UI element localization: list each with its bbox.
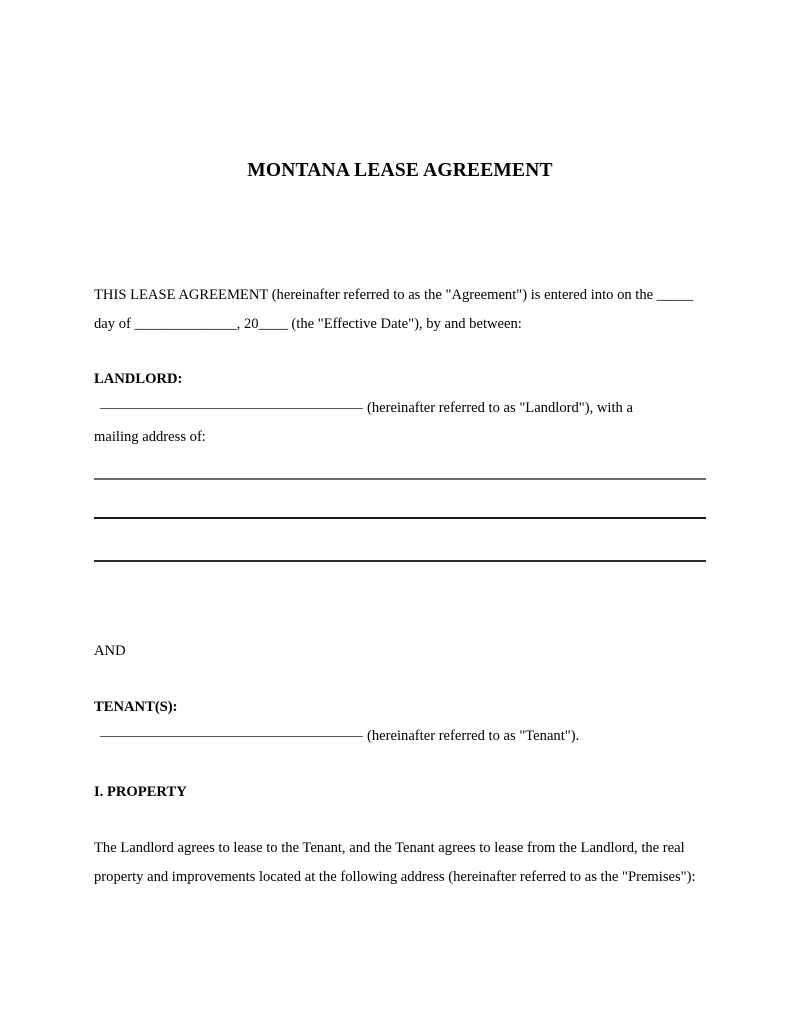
tenant-heading: TENANT(S): (94, 699, 178, 715)
landlord-heading: LANDLORD: (94, 371, 183, 387)
landlord-name-line (94, 394, 708, 423)
intro-paragraph: THIS LEASE AGREEMENT (hereinafter referred to as the "Agreement") is entered into on the _____ day of ______________, 20____ (the "Effective Date"), by and between: (94, 287, 694, 332)
landlord-mailing-address-label: mailing address of: (94, 429, 206, 445)
page-title: MONTANA LEASE AGREEMENT (247, 160, 553, 181)
tenant-name-line (94, 722, 708, 751)
tenant-parenthetical: (hereinafter referred to as "Tenant"). (367, 728, 580, 744)
address-rule-3[interactable] (94, 560, 706, 562)
address-rule-2[interactable] (94, 517, 706, 519)
address-rule-1[interactable] (94, 478, 706, 480)
conjunction-and: AND (94, 643, 126, 659)
landlord-parenthetical: (hereinafter referred to as "Landlord"), with a (367, 400, 633, 416)
landlord-name-blank[interactable] (100, 408, 363, 409)
section-body-property: The Landlord agrees to lease to the Tenant, and the Tenant agrees to lease from the Landlord, the real property and improvements located at the following address (hereinafter referred to as the "Premises"): (94, 840, 696, 885)
section-heading-property: I. PROPERTY (94, 784, 187, 800)
tenant-name-blank[interactable] (100, 736, 363, 737)
